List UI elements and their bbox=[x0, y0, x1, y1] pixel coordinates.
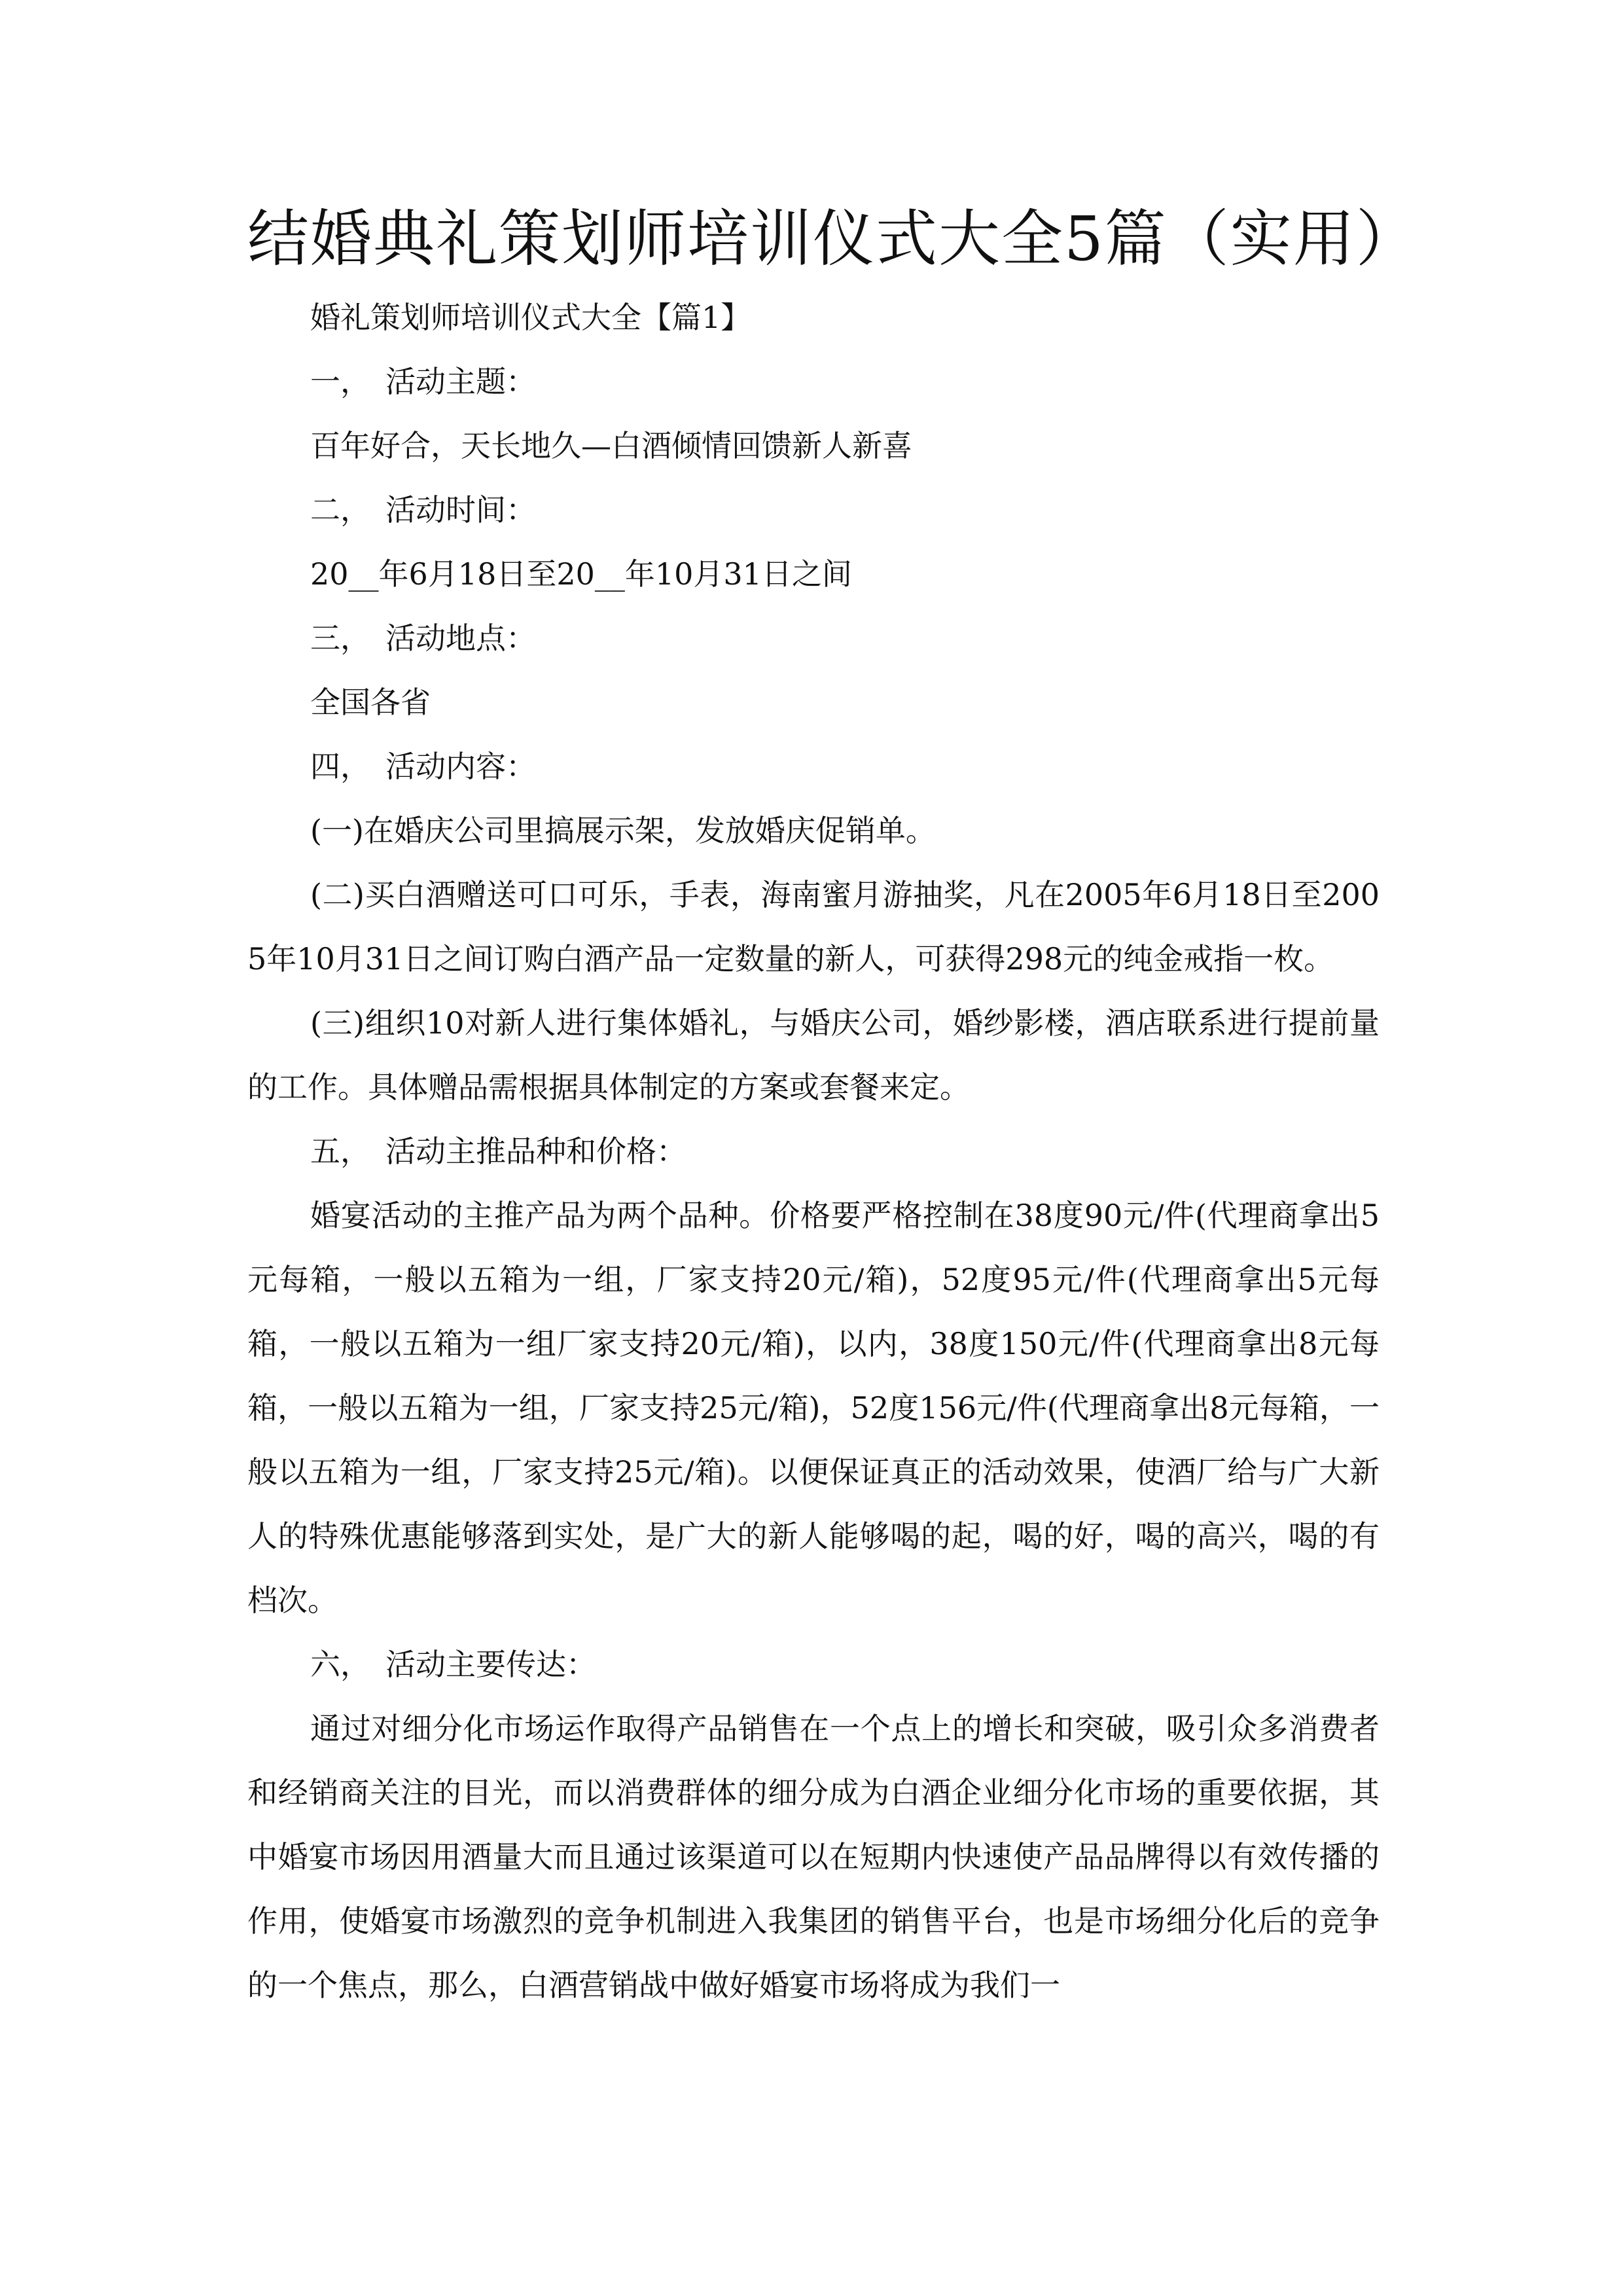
item-heading-content: 四， 活动内容： bbox=[310, 749, 536, 784]
paragraph-location: 全国各省 bbox=[310, 685, 431, 720]
item-heading-time: 二， 活动时间： bbox=[310, 492, 536, 528]
document-body bbox=[247, 196, 1419, 2017]
item-heading-message: 六， 活动主要传达： bbox=[310, 1647, 596, 1682]
item-heading-theme: 一， 活动主题： bbox=[310, 364, 536, 399]
paragraph-time: 20__年6月18日至20__年10月31日之间 bbox=[310, 556, 852, 592]
paragraph-message: 通过对细分化市场运作取得产品销售在一个点上的增长和突破，吸引众多消费者和经销商关注的目光，而以消费群体的细分成为白酒企业细分化市场的重要依据，其中婚宴市场因用酒量大而且通过该渠道可以在短期内快速使产品品牌得以有效传播的作用，使婚宴市场激烈的竞争机制进入我集团的销售平台，也是市场细分化后的竞争的一个焦点，那么，白酒营销战中做好婚宴市场将成为我们一 bbox=[247, 1711, 1380, 2003]
paragraph-theme: 百年好合，天长地久—白酒倾情回馈新人新喜 bbox=[310, 428, 912, 463]
section-heading: 婚礼策划师培训仪式大全【篇1】 bbox=[310, 300, 751, 335]
document-title: 结婚典礼策划师培训仪式大全5篇（实用） bbox=[247, 204, 1419, 275]
item-heading-products: 五， 活动主推品种和价格： bbox=[310, 1134, 687, 1169]
paragraph-content-1: (一)在婚庆公司里搞展示架，发放婚庆促销单。 bbox=[310, 813, 936, 848]
paragraph-content-2: (二)买白酒赠送可口可乐，手表，海南蜜月游抽奖，凡在2005年6月18日至2005年10月31日之间订购白酒产品一定数量的新人，可获得298元的纯金戒指一枚。 bbox=[247, 877, 1380, 977]
paragraph-content-3: (三)组织10对新人进行集体婚礼，与婚庆公司，婚纱影楼，酒店联系进行提前量的工作。具体赠品需根据具体制定的方案或套餐来定。 bbox=[247, 1005, 1380, 1105]
paragraph-products: 婚宴活动的主推产品为两个品种。价格要严格控制在38度90元/件(代理商拿出5元每箱，一般以五箱为一组，厂家支持20元/箱)，52度95元/件(代理商拿出5元每箱，一般以五箱为一组厂家支持20元/箱)，以内，38度150元/件(代理商拿出8元每箱，一般以五箱为一组，厂家支持25元/箱)，52度156元/件(代理商拿出8元每箱，一般以五箱为一组，厂家支持25元/箱)。以便保证真正的活动效果，使酒厂给与广大新人的特殊优惠能够落到实处，是广大的新人能够喝的起，喝的好，喝的高兴，喝的有档次。 bbox=[247, 1198, 1380, 1618]
item-heading-location: 三， 活动地点： bbox=[310, 620, 536, 656]
